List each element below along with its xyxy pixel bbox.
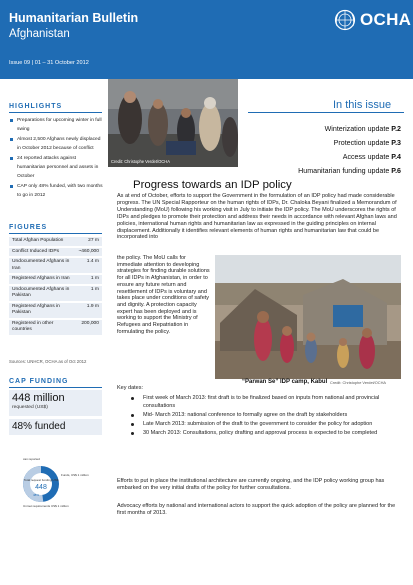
- toc-item[interactable]: [343, 153, 401, 161]
- figure-value: 200,000: [81, 320, 99, 326]
- cap-funding-heading: CAP FUNDING: [9, 378, 69, 385]
- funded-percent: 48% funded: [12, 421, 66, 432]
- figures-row: [9, 319, 102, 336]
- pie-center-value: 448: [35, 484, 47, 491]
- figures-source: Sources: UNHCR, OCHA as of Oct 2012: [9, 359, 87, 364]
- figure-label: Conflict Induced IDPs: [12, 248, 60, 254]
- funded-box: [9, 419, 102, 435]
- highlight-item: 24 reported attacks against humanitarian personnel and assets in October: [9, 154, 105, 182]
- figures-row: [9, 274, 102, 285]
- highlights-list: [9, 116, 105, 201]
- key-date-item: First week of March 2013: first draft is to be finalized based on inputs from national and provincial consultations: [117, 394, 403, 411]
- requested-box: [9, 390, 102, 416]
- toc-item[interactable]: [334, 139, 401, 147]
- requested-label: requested (US$): [12, 405, 48, 410]
- highlight-item: Almost 2,500 Afghans newly displaced in October 2012 because of conflict: [9, 135, 105, 154]
- top-photo: [108, 79, 238, 167]
- toc-item-label: Winterization update: [324, 125, 390, 133]
- figures-row: [9, 257, 102, 274]
- figures-row: [9, 285, 102, 302]
- figure-value: 1.9 m: [86, 303, 99, 309]
- logo-wordmark: OCHA: [360, 10, 412, 29]
- figures-table: [9, 236, 102, 336]
- idp-camp-photo: [215, 255, 401, 379]
- pie-label-top: can reported: [23, 457, 40, 461]
- idp-photo-credit: Credit: Christophe Verdet/OCHA: [330, 380, 387, 385]
- toc-item-label: Protection update: [333, 139, 390, 147]
- key-date-item: 30 March 2013: Consultations, policy drafting and approval process is expected to be completed: [117, 429, 403, 437]
- figure-label: Undocumented Afghans in Pakistan: [12, 286, 70, 298]
- issue-info: Issue 09 | 01 – 31 October 2012: [9, 60, 89, 66]
- pie-pct-label: 48%: [33, 493, 40, 497]
- pie-label-right: Funds, US$ 1 million: [61, 473, 89, 477]
- figures-row: [9, 247, 102, 258]
- cap-funding-rule: [9, 387, 102, 388]
- top-photo-credit: Credit: Christophe Verdet/OCHA: [111, 159, 170, 164]
- article-paragraph-2: Efforts to put in place the institutional architecture are currently ongoing, and the IDP policy working group has embarked on the very initial drafts of the policy for further consultations.: [117, 478, 385, 491]
- key-date-item: Mid- March 2013: national conference to formally agree on the draft by stakeholders: [117, 411, 403, 419]
- figure-value: 1 m: [90, 286, 99, 292]
- highlight-item: CAP only 48% funded, with two months to go in 2012: [9, 182, 105, 201]
- toc-item-page: P.2: [391, 125, 401, 133]
- toc-item-label: Access update: [342, 153, 390, 161]
- requested-amount: 448 million: [12, 392, 65, 404]
- pie-label-bottom: Unmet requirements US$ 1 million: [23, 504, 69, 508]
- highlights-heading: HIGHLIGHTS: [9, 103, 63, 110]
- funding-pie-chart: [9, 454, 102, 512]
- pie-center-caption: Total request funding US$: [23, 478, 59, 482]
- key-date-item: Late March 2013: submission of the draft to the government to consider the policy for adoption: [117, 420, 403, 428]
- article-narrow-paragraph: the policy. The MoU calls for immediate attention to developing strategies for finding durable solutions for all IDPs in Afghanistan, in order to ensure any future return and resettlement of IDPs is voluntary and takes place under conditions of safety and dignity. A protection capacity expert has been deployed and is working to support the Ministry of Refugees and Repatriation in formulating the policy.: [117, 255, 210, 335]
- article-intro: As at end of October, efforts to support the Government in the formulation of an IDP policy had made considerable progress. The UN Special Rapporteur on the human rights of IDPs, Dr. Chaloka Beyani finalized a Memorandum of Understanding (MoU) following his working visit in July to initiate the IDP policy. The MoU underscores the rights of IDPs and pledges to promote their protection and address their needs in accordance with relevant Afghan laws and policies, international human rights and humanitarian law as expressed in the guiding principles on internal displacement. Additionally it identifies relevant elements of human rights and humanitarian law that could be incorporated into: [117, 193, 397, 241]
- article-paragraph-3: Advocacy efforts by national and international actors to support the quick adoption of the policy are planned for the first months of 2013.: [117, 503, 396, 516]
- figures-heading: FIGURES: [9, 224, 48, 231]
- toc-item-label: Humanitarian funding update: [298, 167, 390, 175]
- toc-item-page: P.4: [391, 153, 401, 161]
- toc-item[interactable]: [298, 167, 401, 175]
- toc-rule: [248, 112, 404, 113]
- key-dates-list: [117, 394, 403, 438]
- toc-item-page: P.6: [391, 167, 401, 175]
- figure-label: Total Afghan Population: [12, 238, 64, 243]
- figure-label: Registered in other countries: [12, 320, 54, 332]
- toc-title: In this issue: [333, 99, 392, 111]
- figure-value: 1 m: [90, 276, 99, 281]
- figure-label: Undocumented Afghans in Iran: [12, 259, 70, 271]
- figure-label: Registered Afghans in Pakistan: [12, 303, 60, 315]
- bulletin-title: Humanitarian Bulletin: [9, 11, 139, 25]
- idp-photo-caption: “Parwan Se” IDP camp, Kabul: [242, 379, 328, 385]
- toc-item[interactable]: [325, 125, 401, 133]
- article-title: Progress towards an IDP policy: [133, 179, 292, 191]
- highlights-rule: [9, 112, 102, 113]
- figures-row: [9, 236, 102, 247]
- figures-rule: [9, 233, 102, 234]
- bulletin-country: Afghanistan: [9, 28, 70, 40]
- figure-value: 1.4 m: [86, 259, 99, 264]
- bulletin-header: [0, 0, 413, 79]
- figure-value: ~460,000: [78, 248, 99, 254]
- ocha-logo: [333, 7, 412, 37]
- figure-value: 27 m: [88, 238, 99, 243]
- highlight-item: Preparations for upcoming winter in full swing: [9, 116, 105, 135]
- figure-label: Registered Afghans in Iran: [12, 276, 70, 281]
- figures-row: [9, 302, 102, 319]
- toc-item-page: P.3: [391, 139, 401, 147]
- key-dates-label: Key dates:: [117, 385, 143, 391]
- un-emblem-icon: [333, 8, 357, 32]
